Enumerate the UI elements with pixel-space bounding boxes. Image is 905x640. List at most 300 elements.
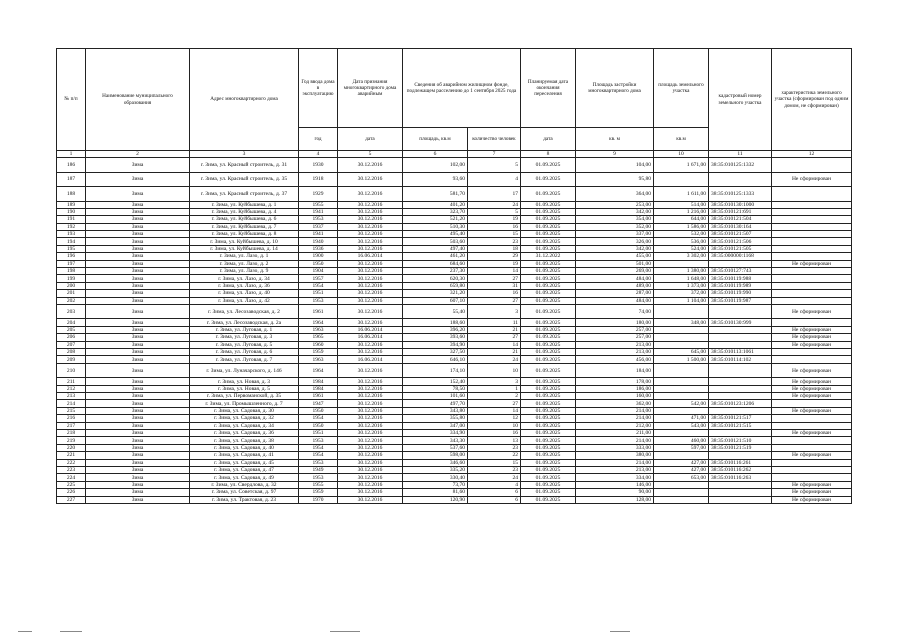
build-area-cell: 362,00 <box>576 400 654 407</box>
address-cell: г. Зима, ул. Садовая, д. 41 <box>190 452 299 459</box>
cadastral-number-cell: 38:35:010125:1332 <box>709 158 772 173</box>
build-area-cell: 484,00 <box>576 297 654 304</box>
people-cell: 24 <box>468 201 521 208</box>
recognition-date-cell: 30.12.2016 <box>338 297 403 304</box>
cadastral-number-cell <box>709 385 772 392</box>
municipality-cell: Зима <box>86 385 190 392</box>
address-cell: г. Зима, ул. Садовая, д. 49 <box>190 474 299 481</box>
people-cell: 23 <box>468 444 521 451</box>
land-area-cell <box>654 326 709 333</box>
municipality-cell: Зима <box>86 349 190 356</box>
year-cell: 1984 <box>299 378 338 385</box>
recognition-date-cell: 30.12.2016 <box>338 238 403 245</box>
recognition-date-cell: 30.12.2016 <box>338 378 403 385</box>
table-row <box>57 158 852 173</box>
recognition-date-cell: 30.12.2016 <box>338 415 403 422</box>
people-cell: 15 <box>468 459 521 466</box>
planned-date-cell: 01.09.2025 <box>521 201 576 208</box>
column-number: 8 <box>521 151 576 158</box>
area-cell: 334,90 <box>403 430 468 437</box>
municipality-cell: Зима <box>86 319 190 326</box>
address-cell: г. Зима, ул. Красный строитель, д. 31 <box>190 158 299 173</box>
year-cell: 1937 <box>299 223 338 230</box>
people-cell: 27 <box>468 297 521 304</box>
planned-date-cell: 01.09.2025 <box>521 467 576 474</box>
recognition-date-cell: 30.12.2016 <box>338 319 403 326</box>
build-area-cell: 180,00 <box>576 319 654 326</box>
year-cell: 1964 <box>299 319 338 326</box>
characteristic-cell: Не сформирован <box>772 304 852 319</box>
row-number: 220 <box>57 444 86 451</box>
cadastral-number-cell <box>709 393 772 400</box>
table-row <box>57 201 852 208</box>
area-cell: 335,20 <box>403 467 468 474</box>
address-cell: г. Зима, ул. Садовая, д. 47 <box>190 467 299 474</box>
characteristic-cell <box>772 253 852 260</box>
row-number: 198 <box>57 268 86 275</box>
row-number: 206 <box>57 334 86 341</box>
people-cell: 2 <box>468 393 521 400</box>
cadastral-number-cell: 38:35:010121:504 <box>709 216 772 223</box>
table-row <box>57 489 852 496</box>
characteristic-cell <box>772 187 852 202</box>
build-area-cell: 90,00 <box>576 489 654 496</box>
land-area-cell: 644,00 <box>654 216 709 223</box>
cadastral-number-cell: 38:35:010113:1061 <box>709 349 772 356</box>
characteristic-cell: Не сформирован <box>772 172 852 187</box>
area-cell: 521,20 <box>403 216 468 223</box>
people-cell: 27 <box>468 275 521 282</box>
table-row <box>57 231 852 238</box>
table-row <box>57 363 852 378</box>
area-cell: 646,10 <box>403 356 468 363</box>
address-cell: г. Зима, ул. Советская, д. 97 <box>190 489 299 496</box>
year-cell: 1957 <box>299 275 338 282</box>
planned-date-cell: 01.09.2025 <box>521 400 576 407</box>
table-row <box>57 452 852 459</box>
planned-date-cell: 01.09.2025 <box>521 268 576 275</box>
table-row <box>57 437 852 444</box>
build-area-cell: 352,00 <box>576 223 654 230</box>
year-cell: 1954 <box>299 415 338 422</box>
year-cell: 1953 <box>299 216 338 223</box>
table-row <box>57 238 852 245</box>
municipality-cell: Зима <box>86 467 190 474</box>
characteristic-cell <box>772 245 852 252</box>
row-number: 190 <box>57 208 86 215</box>
land-area-cell: 524,00 <box>654 245 709 252</box>
land-area-cell: 1 104,00 <box>654 297 709 304</box>
people-cell: 24 <box>468 474 521 481</box>
land-area-cell <box>654 334 709 341</box>
address-cell: г. Зима, ул. Садовая, д. 36 <box>190 430 299 437</box>
area-cell: 537,60 <box>403 444 468 451</box>
address-cell: г. Зима, ул. Свердлова, д. 32 <box>190 481 299 488</box>
area-cell: 659,80 <box>403 282 468 289</box>
municipality-cell: Зима <box>86 282 190 289</box>
address-cell: г. Зима, ул. Лазо, д. 1 <box>190 253 299 260</box>
land-area-cell <box>654 341 709 348</box>
table-row <box>57 407 852 414</box>
year-cell: 1954 <box>299 282 338 289</box>
municipality-cell: Зима <box>86 223 190 230</box>
cadastral-number-cell: 38:35:010130:164 <box>709 223 772 230</box>
land-area-cell: 1 611,00 <box>654 187 709 202</box>
scan-edge <box>0 628 905 640</box>
planned-date-cell: 01.09.2025 <box>521 260 576 267</box>
planned-date-cell: 01.09.2025 <box>521 407 576 414</box>
recognition-date-cell: 30.12.2016 <box>338 467 403 474</box>
municipality-cell: Зима <box>86 459 190 466</box>
area-cell: 346,60 <box>403 459 468 466</box>
address-cell: г. Зима, ул. Садовая, д. 30 <box>190 407 299 414</box>
characteristic-cell <box>772 437 852 444</box>
row-number: 211 <box>57 378 86 385</box>
recognition-date-cell: 30.12.2016 <box>338 245 403 252</box>
area-cell: 323,70 <box>403 208 468 215</box>
recognition-date-cell: 30.12.2016 <box>338 444 403 451</box>
characteristic-cell <box>772 319 852 326</box>
cadastral-number-cell: 38:35:010116:261 <box>709 459 772 466</box>
year-cell: 1961 <box>299 393 338 400</box>
address-cell: г. Зима, ул. Новая, д. 3 <box>190 378 299 385</box>
characteristic-cell <box>772 290 852 297</box>
planned-date-cell: 01.09.2025 <box>521 238 576 245</box>
land-area-cell: 348,00 <box>654 319 709 326</box>
build-area-cell: 186,00 <box>576 385 654 392</box>
characteristic-cell: Не сформирован <box>772 378 852 385</box>
people-cell: 1 <box>468 385 521 392</box>
header-address: Адрес многоквартирного дома <box>190 49 299 151</box>
people-cell: 23 <box>468 238 521 245</box>
people-cell: 14 <box>468 341 521 348</box>
row-number: 213 <box>57 393 86 400</box>
cadastral-number-cell <box>709 326 772 333</box>
year-cell: 1959 <box>299 489 338 496</box>
planned-date-cell: 01.09.2025 <box>521 474 576 481</box>
people-cell: 6 <box>468 496 521 503</box>
cadastral-number-cell <box>709 430 772 437</box>
address-cell: г. Зима, ул. Лазо, д. 9 <box>190 268 299 275</box>
people-cell: 14 <box>468 268 521 275</box>
row-number: 209 <box>57 356 86 363</box>
planned-date-cell: 01.09.2025 <box>521 356 576 363</box>
people-cell: 21 <box>468 326 521 333</box>
land-area-cell: 597,00 <box>654 444 709 451</box>
row-number: 200 <box>57 282 86 289</box>
planned-date-cell: 01.09.2025 <box>521 422 576 429</box>
land-area-cell: 1 586,00 <box>654 223 709 230</box>
area-cell: 321,20 <box>403 290 468 297</box>
land-area-cell: 1 500,00 <box>654 356 709 363</box>
land-area-cell <box>654 172 709 187</box>
row-number: 196 <box>57 253 86 260</box>
municipality-cell: Зима <box>86 400 190 407</box>
year-cell: 1963 <box>299 326 338 333</box>
people-cell: 17 <box>468 187 521 202</box>
build-area-cell: 257,00 <box>576 334 654 341</box>
recognition-date-cell: 30.12.2016 <box>338 187 403 202</box>
planned-date-cell: 01.09.2025 <box>521 334 576 341</box>
area-cell: 396,20 <box>403 326 468 333</box>
municipality-cell: Зима <box>86 356 190 363</box>
address-cell: г. Зима, ул. Лесозаводская, д. 2а <box>190 319 299 326</box>
year-cell: 1954 <box>299 444 338 451</box>
characteristic-cell <box>772 282 852 289</box>
characteristic-cell <box>772 459 852 466</box>
cadastral-number-cell <box>709 407 772 414</box>
address-cell: г. Зима, ул. Красный строитель, д. 37 <box>190 187 299 202</box>
address-cell: г. Зима, ул. Луговая, д. 6 <box>190 349 299 356</box>
recognition-date-cell: 30.12.2016 <box>338 223 403 230</box>
cadastral-number-cell: 38:35:010121:506 <box>709 238 772 245</box>
municipality-cell: Зима <box>86 290 190 297</box>
build-area-cell: 184,00 <box>576 363 654 378</box>
municipality-cell: Зима <box>86 415 190 422</box>
land-area-cell <box>654 430 709 437</box>
municipality-cell: Зима <box>86 187 190 202</box>
municipality-cell: Зима <box>86 489 190 496</box>
year-cell: 1954 <box>299 452 338 459</box>
cadastral-number-cell <box>709 481 772 488</box>
address-cell: г. Зима, ул. Садовая, д. 32 <box>190 415 299 422</box>
people-cell: 16 <box>468 430 521 437</box>
municipality-cell: Зима <box>86 496 190 503</box>
subheader-area: площадь, кв.м <box>403 128 468 151</box>
area-cell: 620,30 <box>403 275 468 282</box>
area-cell: 55,40 <box>403 304 468 319</box>
year-cell: 1953 <box>299 474 338 481</box>
subheader-date: дата <box>338 128 403 151</box>
build-area-cell: 104,00 <box>576 158 654 173</box>
year-cell: 1904 <box>299 268 338 275</box>
build-area-cell: 455,00 <box>576 253 654 260</box>
municipality-cell: Зима <box>86 260 190 267</box>
land-area-cell <box>654 363 709 378</box>
people-cell: 4 <box>468 481 521 488</box>
characteristic-cell: Не сформирован <box>772 385 852 392</box>
planned-date-cell: 01.09.2025 <box>521 415 576 422</box>
table-row <box>57 216 852 223</box>
land-area-cell <box>654 489 709 496</box>
row-number: 197 <box>57 260 86 267</box>
characteristic-cell <box>772 467 852 474</box>
characteristic-cell <box>772 349 852 356</box>
table-row <box>57 341 852 348</box>
build-area-cell: 337,00 <box>576 231 654 238</box>
build-area-cell: 214,00 <box>576 407 654 414</box>
row-number: 203 <box>57 304 86 319</box>
cadastral-number-cell: 38:35:010121:519 <box>709 444 772 451</box>
address-cell: г. Зима, ул. Луговая, д. 1 <box>190 326 299 333</box>
people-cell: 16 <box>468 223 521 230</box>
people-cell: 12 <box>468 415 521 422</box>
build-area-cell: 326,00 <box>576 238 654 245</box>
characteristic-cell: Не сформирован <box>772 260 852 267</box>
cadastral-number-cell <box>709 341 772 348</box>
area-cell: 101,60 <box>403 393 468 400</box>
municipality-cell: Зима <box>86 393 190 400</box>
characteristic-cell: Не сформирован <box>772 496 852 503</box>
column-number: 1 <box>57 151 86 158</box>
address-cell: г. Зима, ул. Лазо, д. 36 <box>190 282 299 289</box>
row-number: 191 <box>57 216 86 223</box>
build-area-cell: 489,00 <box>576 282 654 289</box>
year-cell: 1950 <box>299 422 338 429</box>
column-number: 4 <box>299 151 338 158</box>
recognition-date-cell: 30.12.2016 <box>338 216 403 223</box>
land-area-cell: 543,00 <box>654 422 709 429</box>
row-number: 201 <box>57 290 86 297</box>
row-number: 186 <box>57 158 86 173</box>
people-cell: 21 <box>468 349 521 356</box>
table-row <box>57 496 852 503</box>
recognition-date-cell: 30.12.2016 <box>338 481 403 488</box>
table-row <box>57 275 852 282</box>
area-cell: 495,40 <box>403 231 468 238</box>
year-cell: 1950 <box>299 260 338 267</box>
planned-date-cell: 01.09.2025 <box>521 341 576 348</box>
table-row <box>57 297 852 304</box>
planned-date-cell: 01.09.2025 <box>521 223 576 230</box>
row-number: 216 <box>57 415 86 422</box>
build-area-cell: 380,00 <box>576 452 654 459</box>
people-cell: 10 <box>468 422 521 429</box>
address-cell: г. Зима, ул. Первоманской, д. 35 <box>190 393 299 400</box>
land-area-cell: 3 302,00 <box>654 253 709 260</box>
recognition-date-cell: 30.12.2016 <box>338 474 403 481</box>
people-cell: 5 <box>468 158 521 173</box>
year-cell: 1955 <box>299 201 338 208</box>
people-cell: 16 <box>468 290 521 297</box>
people-cell: 27 <box>468 400 521 407</box>
address-cell: г. Зима, ул. Куйбышева, д. 8 <box>190 231 299 238</box>
planned-date-cell: 01.09.2025 <box>521 444 576 451</box>
address-cell: г. Зима, ул. Трактовая, д. 23 <box>190 496 299 503</box>
land-area-cell: 1 216,00 <box>654 208 709 215</box>
table-row <box>57 444 852 451</box>
cadastral-number-cell: 38:35:010121:515 <box>709 422 772 429</box>
people-cell: 19 <box>468 260 521 267</box>
cadastral-number-cell: 38:35:010121:517 <box>709 415 772 422</box>
build-area-cell: 342,00 <box>576 245 654 252</box>
year-cell: 1953 <box>299 437 338 444</box>
cadastral-number-cell <box>709 378 772 385</box>
land-area-cell: 653,00 <box>654 474 709 481</box>
characteristic-cell <box>772 297 852 304</box>
municipality-cell: Зима <box>86 444 190 451</box>
cadastral-number-cell <box>709 489 772 496</box>
cadastral-number-cell: 38:35:010121:510 <box>709 437 772 444</box>
row-number: 221 <box>57 452 86 459</box>
planned-date-cell: 01.09.2025 <box>521 481 576 488</box>
year-cell: 1970 <box>299 496 338 503</box>
people-cell: 19 <box>468 216 521 223</box>
planned-date-cell: 01.09.2025 <box>521 393 576 400</box>
address-cell: г. Зима, ул. Луговая, д. 5 <box>190 341 299 348</box>
table-row <box>57 268 852 275</box>
people-cell: 18 <box>468 245 521 252</box>
municipality-cell: Зима <box>86 341 190 348</box>
address-cell: г. Зима, ул. Садовая, д. 45 <box>190 459 299 466</box>
cadastral-number-cell <box>709 452 772 459</box>
cadastral-number-cell: 38:35:010121:507 <box>709 231 772 238</box>
year-cell: 1900 <box>299 253 338 260</box>
recognition-date-cell: 16.06.2014 <box>338 253 403 260</box>
address-cell: г. Зима, ул. Лазо, д. 40 <box>190 290 299 297</box>
land-area-cell <box>654 481 709 488</box>
municipality-cell: Зима <box>86 172 190 187</box>
subheader-year: год <box>299 128 338 151</box>
area-cell: 503,60 <box>403 238 468 245</box>
people-cell: 31 <box>468 282 521 289</box>
row-number: 217 <box>57 422 86 429</box>
characteristic-cell <box>772 400 852 407</box>
year-cell: 1930 <box>299 158 338 173</box>
row-number: 208 <box>57 349 86 356</box>
area-cell: 152,40 <box>403 378 468 385</box>
table-row <box>57 208 852 215</box>
table-row <box>57 467 852 474</box>
land-area-cell: 1 648,00 <box>654 275 709 282</box>
planned-date-cell: 01.09.2025 <box>521 245 576 252</box>
year-cell: 1953 <box>299 459 338 466</box>
people-cell: 4 <box>468 172 521 187</box>
year-cell: 1955 <box>299 481 338 488</box>
address-cell: г. Зима, ул. Куйбышева, д. 6 <box>190 216 299 223</box>
area-cell: 188,60 <box>403 319 468 326</box>
land-area-cell: 427,00 <box>654 467 709 474</box>
cadastral-number-cell: 38:35:010119:987 <box>709 297 772 304</box>
planned-date-cell: 01.09.2025 <box>521 172 576 187</box>
recognition-date-cell: 30.12.2016 <box>338 275 403 282</box>
land-area-cell <box>654 496 709 503</box>
area-cell: 393,60 <box>403 334 468 341</box>
build-area-cell: 214,00 <box>576 415 654 422</box>
municipality-cell: Зима <box>86 437 190 444</box>
table-row <box>57 400 852 407</box>
table-row <box>57 393 852 400</box>
table-row <box>57 245 852 252</box>
recognition-date-cell: 16.06.2014 <box>338 334 403 341</box>
municipality-cell: Зима <box>86 363 190 378</box>
land-area-cell <box>654 407 709 414</box>
people-cell: 11 <box>468 319 521 326</box>
table-row <box>57 319 852 326</box>
address-cell: г. Зима, ул. Куйбышева, д. 1 <box>190 201 299 208</box>
row-number: 189 <box>57 201 86 208</box>
planned-date-cell: 01.09.2025 <box>521 452 576 459</box>
row-number: 194 <box>57 238 86 245</box>
characteristic-cell <box>772 356 852 363</box>
characteristic-cell: Не сформирован <box>772 430 852 437</box>
recognition-date-cell: 30.12.2016 <box>338 363 403 378</box>
planned-date-cell: 01.09.2025 <box>521 282 576 289</box>
recognition-date-cell: 30.12.2016 <box>338 172 403 187</box>
cadastral-number-cell: 38:35:000000:1168 <box>709 253 772 260</box>
row-number: 226 <box>57 489 86 496</box>
address-cell: г. Зима, ул. Куйбышева, д. 10 <box>190 238 299 245</box>
build-area-cell: 128,00 <box>576 496 654 503</box>
municipality-cell: Зима <box>86 452 190 459</box>
row-number: 205 <box>57 326 86 333</box>
cadastral-number-cell: 38:35:010123:1206 <box>709 400 772 407</box>
row-number: 204 <box>57 319 86 326</box>
land-area-cell <box>654 393 709 400</box>
land-area-cell <box>654 452 709 459</box>
municipality-cell: Зима <box>86 378 190 385</box>
municipality-cell: Зима <box>86 238 190 245</box>
